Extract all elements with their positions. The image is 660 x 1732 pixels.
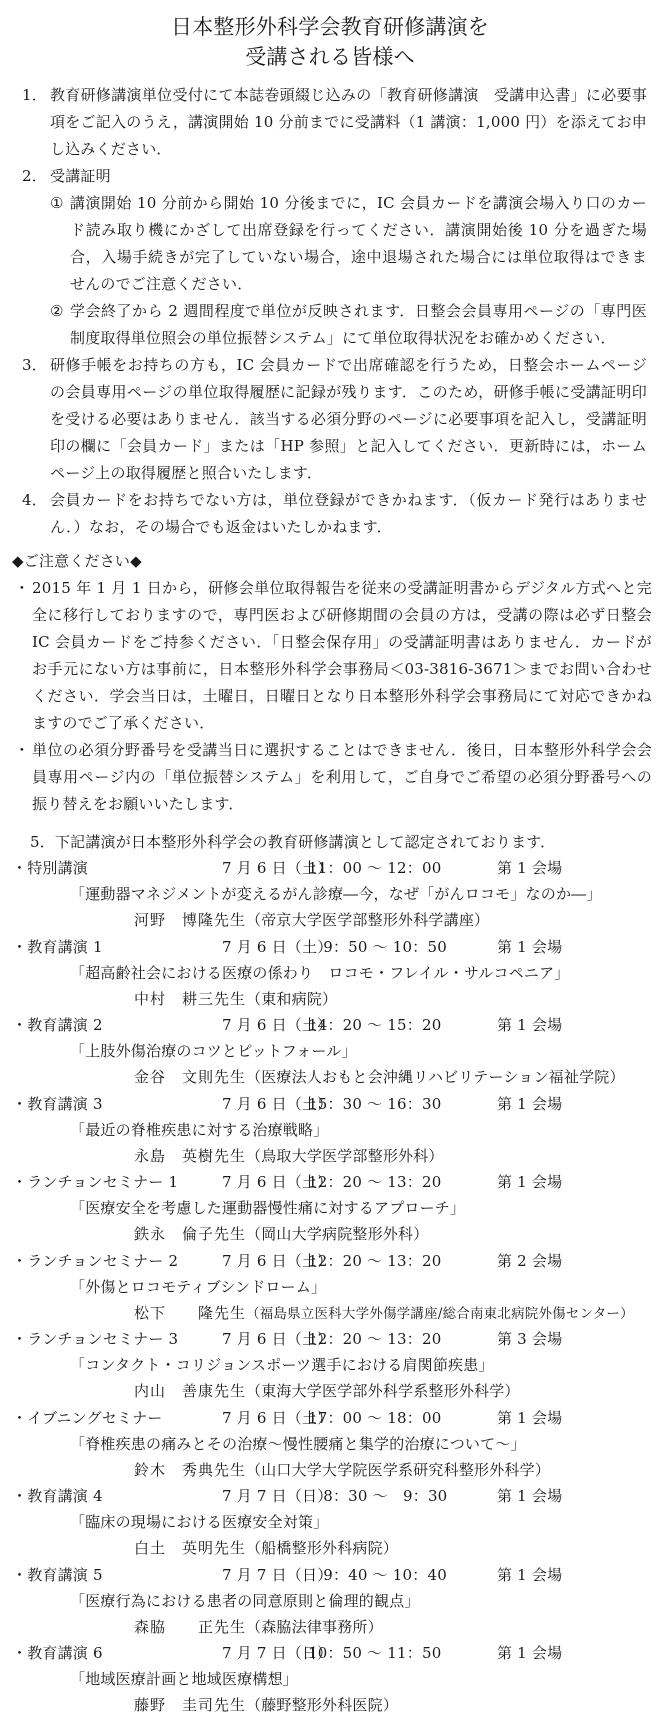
lecture-entry [12,1562,652,1641]
lecture-entry [12,1091,652,1170]
lecture-speaker [134,1064,625,1090]
speaker-affiliation: （福島県立医科大学外傷学講座/総合南東北病院外傷センター） [246,1305,634,1322]
speaker-affiliation: （東海大学医学部外科学系整形外科学） [246,1382,520,1400]
lecture-date: 7 月 6 日（土） [222,1330,333,1348]
sub-item-text: 講演開始 10 分前から開始 10 分後までに，IC 会員カードを講演会場入り口のカード読み取り機にかざして出席登録を行ってください．講演開始後 10 分を過ぎた場合，入場手続きが完了していない場合，途中退場された場合には単位取得はできませんのでご注意ください． [70,194,647,293]
lecture-speaker [134,907,489,933]
lecture-time: 8：30 ～ 9：30 [308,1487,448,1505]
lecture-title: 「医療安全を考慮した運動器慢性痛に対するアプローチ」 [70,1199,466,1217]
sub-item-1 [50,190,647,298]
lecture-category: ・教育講演 5 [12,1565,103,1584]
lecture-time: 12：20 ～ 13：20 [308,1173,442,1191]
lecture-room: 第 3 会場 [497,1330,563,1348]
lecture-category: ・教育講演 4 [12,1487,103,1505]
item-text: 教育研修講演単位受付にて本誌巻頭綴じ込みの「教育研修講演 受講申込書」に必要事項をご記入のうえ，講演開始 10 分前までに受講料（1 講演：1,000 円）を添えてお申し込みください． [50,86,647,158]
lecture-date: 7 月 6 日（土） [222,1016,333,1034]
lecture-time: 9：40 ～ 10：40 [308,1565,447,1584]
item-number: 4． [22,491,47,509]
lecture-title: 「外傷とロコモティブシンドローム」 [70,1277,327,1296]
item-text: 研修手帳をお持ちの方も，IC 会員カードで出席確認を行うため，日整会ホームページの会員専用ページの単位取得履歴に記録が残ります．このため，研修手帳に受講証明印を受ける必要はありません．該当する必須分野のページに必要事項を記入し，受講証明印の欄に「会員カード」または「HP 参照」と記入してください．更新時には，ホームページ上の取得履歴と照合いたします． [50,356,647,482]
item-number: 2． [22,167,47,185]
lecture-time: 12：20 ～ 13：20 [308,1251,442,1270]
lecture-room: 第 1 会場 [497,1173,563,1191]
speaker-affiliation: （藤野整形外科医院） [246,1696,399,1714]
page-title [0,0,660,72]
speaker-name: 内山 善康先生 [134,1382,247,1400]
lecture-room: 第 1 会場 [497,859,563,877]
lecture-speaker [134,1143,444,1169]
caution-bullet-2 [12,737,652,818]
lecture-title: 「臨床の現場における医療安全対策」 [70,1513,329,1531]
speaker-name: 森脇 正先生 [134,1617,247,1636]
lecture-entry [12,1483,652,1562]
lecture-speaker [134,1535,398,1561]
lecture-entry [12,1248,652,1327]
lecture-title: 「地域医療計画と地域医療構想」 [70,1670,299,1688]
lecture-room: 第 1 会場 [497,937,563,956]
lecture-title: 「超高齢社会における医療の係わり ロコモ・フレイル・サルコペニア」 [70,963,570,982]
lecture-speaker [134,1300,634,1327]
speaker-name: 鉄永 倫子先生 [134,1225,247,1243]
lecture-entry [12,1640,652,1719]
bullet-mark: ・ [14,579,30,597]
lecture-date: 7 月 7 日（日） [222,1565,333,1584]
speaker-name: 白土 英明先生 [134,1539,247,1557]
lecture-category: ・教育講演 3 [12,1094,103,1113]
lecture-category: ・イブニングセミナー [12,1408,163,1427]
lecture-time: 12：20 ～ 13：20 [308,1330,442,1348]
speaker-affiliation: （東和病院） [246,989,338,1008]
speaker-name: 鈴木 秀典先生 [134,1460,247,1479]
lecture-category: ・ランチョンセミナー 2 [12,1251,179,1270]
lecture-room: 第 1 会場 [497,1487,563,1505]
lecture-entry [12,1169,652,1248]
lecture-category: ・特別講演 [12,859,89,877]
page-title-line-1: 日本整形外科学会教育研修講演を [171,15,489,39]
sub-item-number: ② [50,302,64,320]
lecture-entry [12,934,652,1013]
caution-text: 2015 年 1 月 1 日から，研修会単位取得報告を従来の受講証明書からデジタル方式へと完全に移行しておりますので，専門医および研修期間の会員の方は，受講の際は必ず日整会 IC 会員カードをご持参ください．「日整会保存用」の受講証明書はありません．カードがお手元にない方は事前に，日本整形外科学会事務局＜03-3816-3671＞までお問い合わせください．学会当日は，土曜日，日曜日となり日本整形外科学会事務局にて対応できかねますのでご了承ください． [32,579,652,732]
speaker-affiliation: （医療法人おもと会沖縄リハビリテーション福祉学院） [246,1068,625,1086]
instruction-item-4 [22,487,647,541]
lecture-speaker [134,1378,520,1404]
speaker-affiliation: （岡山大学病院整形外科） [246,1225,429,1243]
speaker-affiliation: （鳥取大学医学部整形外科） [246,1146,444,1165]
lecture-time: 14：20 ～ 15：20 [308,1016,442,1034]
lecture-speaker [134,1614,383,1640]
caution-section [12,548,652,818]
lecture-room: 第 1 会場 [497,1094,563,1113]
lecture-time: 10：50 ～ 11：50 [308,1644,442,1662]
item-text: 受講証明 [50,167,111,185]
item-number: 3． [22,356,47,374]
lecture-title: 「コンタクト・コリジョンスポーツ選手における肩関節疾患」 [70,1356,494,1374]
speaker-affiliation: （船橋整形外科病院） [246,1539,399,1557]
lecture-list [12,855,652,1719]
item-number: 1． [22,86,47,104]
speaker-name: 藤野 圭司先生 [134,1696,247,1714]
lecture-room: 第 1 会場 [497,1644,563,1662]
lecture-room: 第 1 会場 [497,1016,563,1034]
lecture-room: 第 2 会場 [497,1251,563,1270]
lecture-date: 7 月 6 日（土） [222,1173,333,1191]
speaker-affiliation: （山口大学大学院医学系研究科整形外科学） [246,1460,551,1479]
caution-bullet-1 [12,575,652,737]
lecture-date: 7 月 7 日（日） [222,1487,333,1505]
lecture-date: 7 月 6 日（土） [222,1408,333,1427]
instruction-item-3 [22,352,647,487]
lecture-title: 「脊椎疾患の痛みとその治療～慢性腰痛と集学的治療について～」 [70,1434,526,1453]
sub-item-text: 学会終了から 2 週間程度で単位が反映されます．日整会会員専用ページの「専門医制度取得単位照会の単位振替システム」にて単位取得状況をお確かめください． [70,302,647,347]
speaker-name: 河野 博隆先生 [134,911,247,929]
lecture-date: 7 月 6 日（土） [222,937,333,956]
lecture-category: ・ランチョンセミナー 1 [12,1173,179,1191]
lecture-title: 「最近の脊椎疾患に対する治療戦略」 [70,1120,329,1139]
lecture-date: 7 月 6 日（土） [222,859,333,877]
lecture-time: 15：30 ～ 16：30 [308,1094,442,1113]
lecture-speaker [134,1457,550,1483]
lecture-entry [12,1326,652,1405]
speaker-affiliation: （帝京大学医学部整形外科学講座） [246,911,490,929]
lecture-date: 7 月 6 日（土） [222,1094,333,1113]
sub-item-2 [50,298,647,352]
lecture-date: 7 月 7 日（日） [222,1644,333,1662]
instruction-item-2 [22,163,647,190]
speaker-name: 松下 隆先生 [134,1303,247,1322]
lecture-time: 11：00 ～ 12：00 [308,859,442,877]
item-text: 会員カードをお持ちでない方は，単位登録ができかねます．（仮カード発行はありません．）なお，その場合でも返金はいたしかねます． [50,491,647,536]
lecture-entry [12,855,652,934]
lecture-speaker [134,986,337,1012]
page-title-line-2: 受講される皆様へ [245,45,415,69]
caution-heading: ◆ご注意ください◆ [12,552,142,570]
lecture-title: 「上肢外傷治療のコツとピットフォール」 [70,1042,357,1060]
section-5-heading: 5．下記講演が日本整形外科学会の教育研修講演として認定されております． [30,833,556,851]
lecture-category: ・ランチョンセミナー 3 [12,1330,179,1348]
lecture-category: ・教育講演 6 [12,1644,103,1662]
caution-text: 単位の必須分野番号を受講当日に選択することはできません．後日，日本整形外科学会会員専用ページ内の「単位振替システム」を利用して，ご自身でご希望の必須分野番号への振り替えをお願いいたします． [32,741,652,813]
lecture-title: 「医療行為における患者の同意原則と倫理的観点」 [70,1591,420,1610]
lecture-category: ・教育講演 2 [12,1016,103,1034]
lecture-entry [12,1405,652,1484]
lecture-time: 9：50 ～ 10：50 [308,937,447,956]
lecture-entry [12,1012,652,1091]
bullet-mark: ・ [14,741,30,759]
numbered-instructions [22,82,647,541]
speaker-affiliation: （森脇法律事務所） [246,1617,383,1636]
sub-item-number: ① [50,194,64,212]
lecture-room: 第 1 会場 [497,1408,563,1427]
lecture-speaker [134,1692,398,1718]
lecture-category: ・教育講演 1 [12,937,103,956]
instruction-item-1 [22,82,647,163]
lecture-date: 7 月 6 日（土） [222,1251,333,1270]
lecture-time: 17：00 ～ 18：00 [308,1408,442,1427]
lecture-speaker [134,1221,428,1247]
speaker-name: 中村 耕三先生 [134,989,247,1008]
lecture-room: 第 1 会場 [497,1565,563,1584]
speaker-name: 永島 英樹先生 [134,1146,247,1165]
lecture-title: 「運動器マネジメントが変えるがん診療―今，なぜ「がんロコモ」なのか―」 [70,885,602,903]
speaker-name: 金谷 文則先生 [134,1068,247,1086]
